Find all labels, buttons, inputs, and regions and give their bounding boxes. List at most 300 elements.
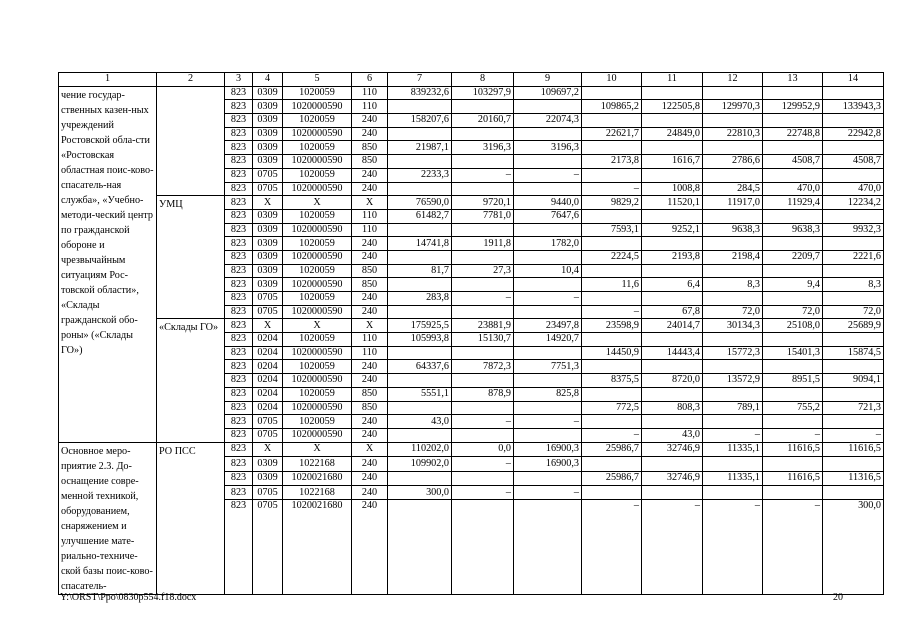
column-header: 6 xyxy=(352,73,388,87)
table-cell: 823 xyxy=(225,415,253,429)
table-cell: 0309 xyxy=(253,250,283,264)
table-cell: 1020000590 xyxy=(283,100,352,114)
table-cell: 808,3 xyxy=(642,401,703,415)
table-cell: 0204 xyxy=(253,401,283,415)
table-cell: 9829,2 xyxy=(582,196,642,210)
table-cell: 1008,8 xyxy=(642,182,703,196)
table-cell xyxy=(703,415,763,429)
table-cell xyxy=(763,415,823,429)
table-cell xyxy=(582,360,642,374)
table-cell: 7593,1 xyxy=(582,223,642,237)
table-cell: 15130,7 xyxy=(452,333,514,347)
table-cell: 300,0 xyxy=(823,500,884,594)
table-cell: 9638,3 xyxy=(703,223,763,237)
table-cell: 1022168 xyxy=(283,485,352,499)
table-cell xyxy=(452,155,514,169)
column-header: 13 xyxy=(763,73,823,87)
table-cell: 240 xyxy=(352,168,388,182)
table-cell: – xyxy=(582,500,642,594)
table-cell xyxy=(703,457,763,471)
table-cell: 823 xyxy=(225,428,253,442)
table-cell: 823 xyxy=(225,500,253,594)
table-cell: 109697,2 xyxy=(514,86,582,100)
table-cell xyxy=(388,100,452,114)
table-cell xyxy=(582,114,642,128)
table-cell: 72,0 xyxy=(763,305,823,319)
table-cell: 2233,3 xyxy=(388,168,452,182)
table-cell: 105993,8 xyxy=(388,333,452,347)
table-cell: 850 xyxy=(352,155,388,169)
table-cell: 7872,3 xyxy=(452,360,514,374)
table-cell: 823 xyxy=(225,209,253,223)
table-cell xyxy=(514,346,582,360)
table-cell: 8,3 xyxy=(823,278,884,292)
table-cell: 470,0 xyxy=(763,182,823,196)
table-cell: 1020000590 xyxy=(283,250,352,264)
table-cell: 823 xyxy=(225,223,253,237)
table-cell xyxy=(642,114,703,128)
table-cell: 16900,3 xyxy=(514,457,582,471)
table-cell: 6,4 xyxy=(642,278,703,292)
table-cell: 15401,3 xyxy=(763,346,823,360)
table-cell: 823 xyxy=(225,278,253,292)
table-cell: 3196,3 xyxy=(452,141,514,155)
table-row xyxy=(59,319,884,333)
table-cell: 7647,6 xyxy=(514,209,582,223)
table-cell: 9720,1 xyxy=(452,196,514,210)
table-cell: 0204 xyxy=(253,333,283,347)
table-cell xyxy=(642,415,703,429)
table-cell: 129970,3 xyxy=(703,100,763,114)
table-cell: 32746,9 xyxy=(642,442,703,456)
table-cell: 850 xyxy=(352,401,388,415)
table-cell: 823 xyxy=(225,168,253,182)
table-cell: 1020021680 xyxy=(283,471,352,485)
table-cell: 1020059 xyxy=(283,292,352,306)
table-cell: 823 xyxy=(225,182,253,196)
table-cell: 7781,0 xyxy=(452,209,514,223)
table-cell: 15772,3 xyxy=(703,346,763,360)
table-cell xyxy=(763,387,823,401)
table-cell: – xyxy=(452,415,514,429)
table-cell: 2209,7 xyxy=(763,250,823,264)
table-cell: 240 xyxy=(352,360,388,374)
column-header: 4 xyxy=(253,73,283,87)
table-cell: 823 xyxy=(225,401,253,415)
table-cell xyxy=(642,168,703,182)
table-cell: 0204 xyxy=(253,360,283,374)
table-cell: 721,3 xyxy=(823,401,884,415)
table-cell xyxy=(763,292,823,306)
table-cell: 64337,6 xyxy=(388,360,452,374)
table-cell: 850 xyxy=(352,387,388,401)
column-header: 11 xyxy=(642,73,703,87)
table-cell: 25108,0 xyxy=(763,319,823,333)
table-cell xyxy=(763,209,823,223)
table-cell: X xyxy=(283,196,352,210)
table-cell: – xyxy=(823,428,884,442)
table-cell: 0204 xyxy=(253,374,283,388)
table-cell: 240 xyxy=(352,292,388,306)
table-cell: 11917,0 xyxy=(703,196,763,210)
table-cell: 175925,5 xyxy=(388,319,452,333)
table-cell: 823 xyxy=(225,127,253,141)
table-cell: 0705 xyxy=(253,428,283,442)
table-cell: 0309 xyxy=(253,114,283,128)
table-cell: 1020059 xyxy=(283,209,352,223)
table-cell: 110 xyxy=(352,100,388,114)
table-cell: 1020000590 xyxy=(283,182,352,196)
table-cell xyxy=(388,471,452,485)
table-cell: 9094,1 xyxy=(823,374,884,388)
footer-file-path: Y:\ORST\Ppo\0830p554.f18.docx xyxy=(60,592,197,603)
table-cell: 823 xyxy=(225,292,253,306)
table-cell: 24014,7 xyxy=(642,319,703,333)
table-cell: 158207,6 xyxy=(388,114,452,128)
table-cell: 823 xyxy=(225,155,253,169)
table-cell: 14920,7 xyxy=(514,333,582,347)
table-cell: 25986,7 xyxy=(582,471,642,485)
table-cell xyxy=(642,237,703,251)
table-cell: 8375,5 xyxy=(582,374,642,388)
table-cell xyxy=(452,374,514,388)
table-cell xyxy=(823,360,884,374)
table-cell: 43,0 xyxy=(642,428,703,442)
table-cell: 0309 xyxy=(253,457,283,471)
table-cell: 0,0 xyxy=(452,442,514,456)
table-cell xyxy=(514,100,582,114)
table-cell: 839232,6 xyxy=(388,86,452,100)
table-cell: 1020059 xyxy=(283,141,352,155)
table-cell: 72,0 xyxy=(703,305,763,319)
table-cell: 11520,1 xyxy=(642,196,703,210)
table-cell: – xyxy=(582,305,642,319)
table-cell: 1020059 xyxy=(283,237,352,251)
table-cell: 23497,8 xyxy=(514,319,582,333)
table-cell: 789,1 xyxy=(703,401,763,415)
table-cell xyxy=(582,86,642,100)
table-cell: – xyxy=(452,457,514,471)
table-cell: 1020000590 xyxy=(283,127,352,141)
table-cell xyxy=(452,305,514,319)
table-cell: 0309 xyxy=(253,209,283,223)
table-cell xyxy=(582,237,642,251)
table-cell xyxy=(514,428,582,442)
table-cell xyxy=(514,305,582,319)
table-cell xyxy=(642,209,703,223)
table-cell: 470,0 xyxy=(823,182,884,196)
table-cell: 240 xyxy=(352,182,388,196)
table-cell xyxy=(823,86,884,100)
table-cell: 1020000590 xyxy=(283,305,352,319)
table-cell xyxy=(823,168,884,182)
table-cell: 30134,3 xyxy=(703,319,763,333)
table-cell: 240 xyxy=(352,237,388,251)
table-cell: 12234,2 xyxy=(823,196,884,210)
table-cell: 1020000590 xyxy=(283,346,352,360)
table-cell xyxy=(703,86,763,100)
table-cell: 27,3 xyxy=(452,264,514,278)
table-cell: 823 xyxy=(225,360,253,374)
table-cell: 43,0 xyxy=(388,415,452,429)
table-cell: 1020021680 xyxy=(283,500,352,594)
table-cell: 81,7 xyxy=(388,264,452,278)
table-cell xyxy=(388,374,452,388)
table-cell xyxy=(823,264,884,278)
table-cell: 823 xyxy=(225,305,253,319)
table-cell xyxy=(763,264,823,278)
table-cell: 67,8 xyxy=(642,305,703,319)
table-cell xyxy=(514,401,582,415)
table-cell xyxy=(388,278,452,292)
table-cell: 823 xyxy=(225,264,253,278)
table-cell: 823 xyxy=(225,442,253,456)
table-cell: 3196,3 xyxy=(514,141,582,155)
table-cell: 8951,5 xyxy=(763,374,823,388)
table-cell: 850 xyxy=(352,264,388,278)
table-cell xyxy=(388,428,452,442)
table-cell: 0309 xyxy=(253,264,283,278)
table-cell xyxy=(514,471,582,485)
table-cell: 823 xyxy=(225,387,253,401)
table-cell xyxy=(642,86,703,100)
table-cell: 0705 xyxy=(253,305,283,319)
table-cell: 0204 xyxy=(253,387,283,401)
table-cell: 24849,0 xyxy=(642,127,703,141)
table-cell xyxy=(452,471,514,485)
table-cell xyxy=(388,305,452,319)
table-cell: 0705 xyxy=(253,292,283,306)
table-cell: 15874,5 xyxy=(823,346,884,360)
table-cell: 22942,8 xyxy=(823,127,884,141)
table-cell: 32746,9 xyxy=(642,471,703,485)
column-header: 9 xyxy=(514,73,582,87)
table-cell: – xyxy=(514,168,582,182)
column-header: 7 xyxy=(388,73,452,87)
table-cell xyxy=(514,223,582,237)
table-cell: 23881,9 xyxy=(452,319,514,333)
table-cell: 1020000590 xyxy=(283,155,352,169)
table-cell xyxy=(642,333,703,347)
table-cell: 240 xyxy=(352,485,388,499)
table-cell xyxy=(703,168,763,182)
table-cell: – xyxy=(514,292,582,306)
table-cell xyxy=(514,155,582,169)
table-cell xyxy=(514,278,582,292)
table-cell xyxy=(388,500,452,594)
table-cell: 61482,7 xyxy=(388,209,452,223)
table-cell: X xyxy=(253,319,283,333)
table-cell: 878,9 xyxy=(452,387,514,401)
table-cell: 823 xyxy=(225,100,253,114)
table-cell: 22748,8 xyxy=(763,127,823,141)
table-cell: 110 xyxy=(352,209,388,223)
table-cell xyxy=(514,182,582,196)
table-cell xyxy=(703,292,763,306)
table-cell: 16900,3 xyxy=(514,442,582,456)
table-cell: – xyxy=(514,415,582,429)
table-cell: 110 xyxy=(352,346,388,360)
table-cell: 823 xyxy=(225,485,253,499)
table-cell: 25689,9 xyxy=(823,319,884,333)
table-cell: 0309 xyxy=(253,127,283,141)
table-cell: 823 xyxy=(225,471,253,485)
table-cell xyxy=(452,250,514,264)
table-cell: 0705 xyxy=(253,168,283,182)
table-body xyxy=(59,73,884,595)
table-cell xyxy=(452,127,514,141)
table-cell: 1020059 xyxy=(283,264,352,278)
table-cell: 110 xyxy=(352,333,388,347)
executor-label: РО ПСС xyxy=(157,442,225,594)
table-cell: 0309 xyxy=(253,237,283,251)
table-cell xyxy=(703,387,763,401)
table-cell xyxy=(582,141,642,155)
table-cell: 823 xyxy=(225,141,253,155)
table-cell: 9,4 xyxy=(763,278,823,292)
table-cell xyxy=(388,127,452,141)
table-cell: 2198,4 xyxy=(703,250,763,264)
table-cell xyxy=(642,387,703,401)
table-cell xyxy=(703,333,763,347)
table-cell: 240 xyxy=(352,457,388,471)
table-cell: 240 xyxy=(352,428,388,442)
table-cell xyxy=(514,127,582,141)
table-cell xyxy=(703,114,763,128)
column-header: 8 xyxy=(452,73,514,87)
table-cell xyxy=(582,168,642,182)
table-cell xyxy=(388,346,452,360)
table-cell xyxy=(823,114,884,128)
table-cell: 823 xyxy=(225,196,253,210)
table-cell xyxy=(514,500,582,594)
table-cell xyxy=(763,141,823,155)
table-cell: 1911,8 xyxy=(452,237,514,251)
table-cell: 133943,3 xyxy=(823,100,884,114)
table-cell: 823 xyxy=(225,374,253,388)
table-cell: 0204 xyxy=(253,346,283,360)
table-cell: 850 xyxy=(352,278,388,292)
table-cell xyxy=(763,485,823,499)
table-cell xyxy=(703,237,763,251)
header-row xyxy=(59,73,884,87)
table-cell: 14443,4 xyxy=(642,346,703,360)
table-cell xyxy=(452,428,514,442)
table-cell: 823 xyxy=(225,319,253,333)
table-cell: 0309 xyxy=(253,223,283,237)
executor-label: УМЦ xyxy=(157,196,225,319)
table-cell: X xyxy=(352,319,388,333)
table-cell xyxy=(763,237,823,251)
program-description: чение государ-ственных казен-ных учреждений Ростовской обла-сти «Ростовская областная поис-ково-спасатель-ная служба», «Учебно-методи-ческий центр по гражданской обороне и чрезвычайным ситуациям Рос-товской области», «Склады гражданской обо-роны» («Склады ГО») xyxy=(59,86,157,442)
table-cell: 1020000590 xyxy=(283,401,352,415)
table-cell xyxy=(582,457,642,471)
table-cell xyxy=(703,209,763,223)
table-cell: 8,3 xyxy=(703,278,763,292)
table-cell: 823 xyxy=(225,114,253,128)
table-cell: 11616,5 xyxy=(763,471,823,485)
table-cell: 76590,0 xyxy=(388,196,452,210)
table-cell: 823 xyxy=(225,333,253,347)
table-cell xyxy=(823,387,884,401)
table-cell xyxy=(452,182,514,196)
table-cell: 122505,8 xyxy=(642,100,703,114)
table-cell: 1020059 xyxy=(283,168,352,182)
table-cell: 1020059 xyxy=(283,360,352,374)
table-cell xyxy=(514,374,582,388)
table-cell: 11616,5 xyxy=(763,442,823,456)
table-cell: 825,8 xyxy=(514,387,582,401)
table-cell: 11929,4 xyxy=(763,196,823,210)
table-cell xyxy=(452,346,514,360)
table-cell: 0309 xyxy=(253,86,283,100)
table-cell: 0705 xyxy=(253,182,283,196)
table-cell: 11335,1 xyxy=(703,442,763,456)
table-cell: 110 xyxy=(352,223,388,237)
table-cell: 72,0 xyxy=(823,305,884,319)
table-cell: 1022168 xyxy=(283,457,352,471)
table-cell: 2173,8 xyxy=(582,155,642,169)
table-cell: 1616,7 xyxy=(642,155,703,169)
table-cell: 823 xyxy=(225,457,253,471)
table-cell: 21987,1 xyxy=(388,141,452,155)
table-cell: 0705 xyxy=(253,415,283,429)
table-cell: 22810,3 xyxy=(703,127,763,141)
table-cell: 7751,3 xyxy=(514,360,582,374)
table-cell xyxy=(452,223,514,237)
table-cell: 9638,3 xyxy=(763,223,823,237)
table-cell: 109865,2 xyxy=(582,100,642,114)
table-cell xyxy=(823,141,884,155)
table-cell: – xyxy=(703,500,763,594)
table-cell: 300,0 xyxy=(388,485,452,499)
table-cell: X xyxy=(283,442,352,456)
table-cell: 4508,7 xyxy=(763,155,823,169)
table-cell: – xyxy=(763,500,823,594)
table-cell xyxy=(823,209,884,223)
column-header: 12 xyxy=(703,73,763,87)
table-cell: 823 xyxy=(225,237,253,251)
table-cell xyxy=(582,485,642,499)
table-cell: 0309 xyxy=(253,100,283,114)
table-cell xyxy=(642,292,703,306)
table-cell xyxy=(452,401,514,415)
table-cell xyxy=(823,415,884,429)
table-cell: 11316,5 xyxy=(823,471,884,485)
table-cell xyxy=(514,250,582,264)
table-cell: 240 xyxy=(352,250,388,264)
table-cell: 129952,9 xyxy=(763,100,823,114)
table-cell: 850 xyxy=(352,141,388,155)
table-cell: – xyxy=(642,500,703,594)
table-cell xyxy=(703,264,763,278)
table-cell: 240 xyxy=(352,305,388,319)
table-cell: – xyxy=(452,292,514,306)
table-cell: 240 xyxy=(352,500,388,594)
table-cell xyxy=(452,278,514,292)
table-cell: 11616,5 xyxy=(823,442,884,456)
table-cell xyxy=(582,415,642,429)
table-cell xyxy=(452,100,514,114)
table-cell xyxy=(763,457,823,471)
table-cell: 10,4 xyxy=(514,264,582,278)
table-cell: 8720,0 xyxy=(642,374,703,388)
table-cell: 2193,8 xyxy=(642,250,703,264)
table-cell: X xyxy=(253,196,283,210)
table-cell: 1020059 xyxy=(283,114,352,128)
table-cell: – xyxy=(452,168,514,182)
table-cell: X xyxy=(352,442,388,456)
